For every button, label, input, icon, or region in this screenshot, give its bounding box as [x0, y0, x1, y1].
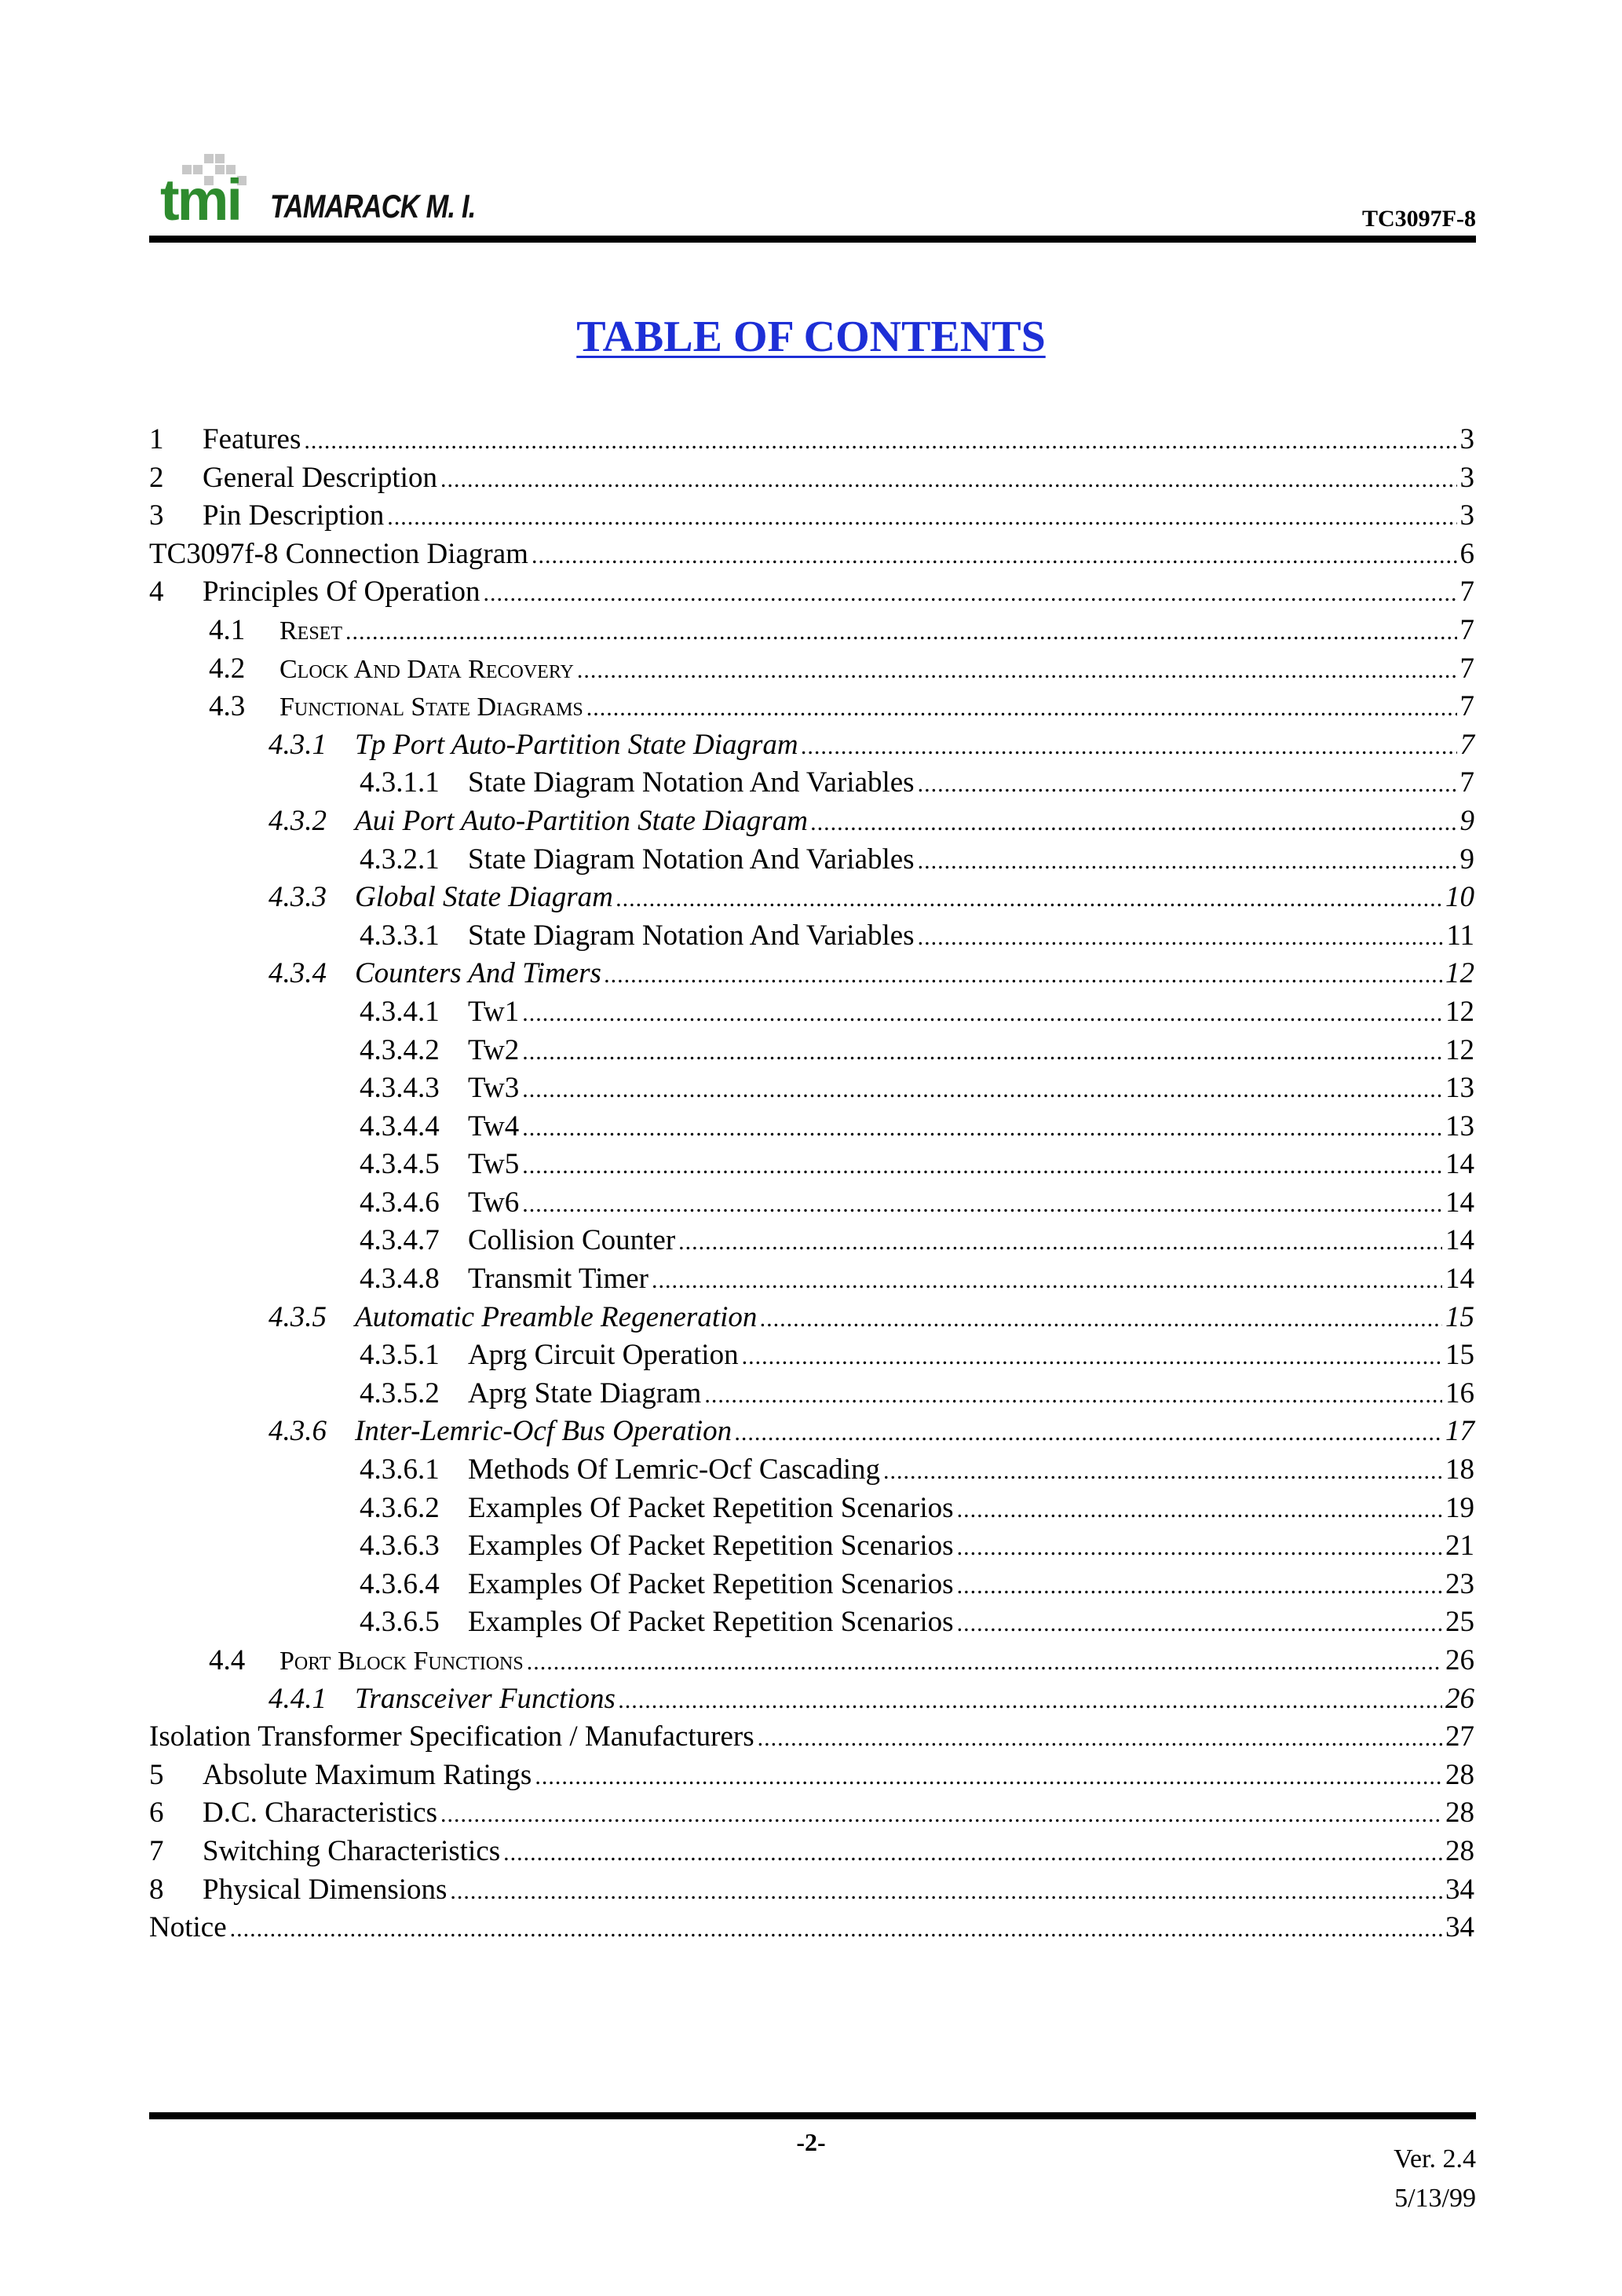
toc-entry[interactable] [149, 1718, 1474, 1757]
toc-dot-leader [957, 1491, 1442, 1530]
toc-entry-title: Reset [279, 616, 343, 645]
toc-entry-page: 11 [1446, 919, 1474, 952]
toc-entry-number: 4.3.4.7 [360, 1224, 440, 1257]
toc-entry[interactable] [149, 688, 1474, 726]
toc-entry-page: 21 [1445, 1530, 1474, 1563]
toc-entry[interactable] [149, 955, 1474, 993]
toc-entry-number: 4.3.6.4 [360, 1567, 440, 1600]
toc-entry-page: 3 [1459, 461, 1474, 494]
toc-entry-title: Global State Diagram [355, 881, 613, 914]
toc-entry[interactable] [149, 1680, 1474, 1719]
toc-dot-leader [811, 804, 1457, 843]
footer-rule [149, 2112, 1476, 2119]
toc-entry-page: 7 [1459, 652, 1474, 685]
toc-entry-number: 2 [149, 461, 164, 494]
toc-entry-number: 4.3.3 [269, 881, 327, 914]
toc-entry[interactable] [149, 803, 1474, 841]
toc-dot-leader [522, 1071, 1442, 1110]
toc-dot-leader [957, 1605, 1442, 1643]
toc-entry-title: TC3097f-8 Connection Diagram [149, 537, 528, 570]
toc-entry[interactable] [149, 1833, 1474, 1871]
toc-entry-number: 4.3.2.1 [360, 843, 440, 876]
toc-dot-leader [450, 1873, 1442, 1911]
toc-dot-leader [387, 499, 1456, 537]
toc-entry-page: 28 [1445, 1758, 1474, 1791]
toc-entry-number: 4.3.4.1 [360, 995, 440, 1028]
toc-entry-page: 14 [1445, 1148, 1474, 1181]
toc-entry-title: Tw6 [468, 1186, 520, 1219]
toc-entry-number: 4.4 [209, 1644, 246, 1676]
toc-dot-leader [532, 537, 1457, 576]
toc-entry[interactable] [149, 1108, 1474, 1146]
toc-entry-number: 4.3 [209, 690, 246, 723]
toc-dot-leader [230, 1910, 1442, 1949]
toc-entry[interactable] [149, 1299, 1474, 1337]
toc-entry[interactable] [149, 1032, 1474, 1070]
toc-entry-page: 12 [1445, 995, 1474, 1028]
toc-dot-leader [503, 1834, 1442, 1873]
toc-entry-number: 4.3.6 [269, 1415, 327, 1448]
toc-dot-leader [918, 766, 1457, 804]
toc-dot-leader [440, 461, 1457, 499]
toc-entry-page: 15 [1445, 1300, 1474, 1333]
toc-entry[interactable] [149, 841, 1474, 879]
toc-entry-number: 4.3.4.4 [360, 1110, 440, 1143]
toc-dot-leader [616, 880, 1442, 919]
toc-entry-number: 4.3.2 [269, 804, 327, 837]
toc-entry-page: 7 [1459, 766, 1474, 799]
toc-entry-title: Collision Counter [468, 1224, 676, 1257]
toc-entry-title: D.C. Characteristics [203, 1797, 437, 1830]
toc-entry-page: 14 [1445, 1186, 1474, 1219]
toc-entry-number: 4.3.4.6 [360, 1186, 440, 1219]
toc-entry-number: 4.3.4.5 [360, 1148, 440, 1181]
toc-entry-title: Pin Description [203, 499, 385, 532]
page-title: TABLE OF CONTENTS [576, 313, 1046, 361]
toc-dot-leader [522, 1033, 1442, 1072]
toc-entry-number: 4.3.6.2 [360, 1491, 440, 1524]
toc-dot-leader [535, 1758, 1442, 1797]
toc-entry[interactable] [149, 650, 1474, 689]
toc-dot-leader [619, 1682, 1442, 1720]
toc-entry-page: 26 [1445, 1644, 1474, 1676]
toc-entry-title: Functional State Diagrams [279, 693, 583, 722]
toc-entry-page: 23 [1445, 1567, 1474, 1600]
toc-entry-title: Examples Of Packet Repetition Scenarios [468, 1567, 954, 1600]
toc-entry-title: Isolation Transformer Specification / Manufacturers [149, 1720, 754, 1753]
toc-entry-page: 6 [1459, 537, 1474, 570]
toc-entry-page: 28 [1445, 1834, 1474, 1867]
toc-entry-title: Tw3 [468, 1072, 520, 1105]
toc-dot-leader [345, 613, 1456, 652]
toc-entry-number: 5 [149, 1758, 164, 1791]
toc-entry-page: 34 [1445, 1873, 1474, 1906]
toc-entry[interactable] [149, 879, 1474, 917]
toc-entry-title: Physical Dimensions [203, 1873, 448, 1906]
toc-dot-leader [304, 422, 1456, 461]
toc-entry-title: Aui Port Auto-Partition State Diagram [355, 804, 808, 837]
toc-dot-leader [678, 1223, 1442, 1262]
toc-dot-leader [483, 575, 1456, 613]
toc-entry-title: Principles Of Operation [203, 576, 480, 609]
toc-entry[interactable] [149, 497, 1474, 536]
toc-entry[interactable] [149, 1757, 1474, 1795]
toc-entry-page: 27 [1445, 1720, 1474, 1753]
toc-entry-page: 9 [1459, 843, 1474, 876]
toc-entry[interactable] [149, 917, 1474, 956]
toc-entry-title: Clock And Data Recovery [279, 654, 574, 684]
toc-entry-number: 4.3.4 [269, 957, 327, 990]
toc-entry-number: 1 [149, 423, 164, 455]
toc-entry-number: 4.3.3.1 [360, 919, 440, 952]
toc-entry-page: 3 [1459, 499, 1474, 532]
toc-entry-number: 7 [149, 1834, 164, 1867]
company-logo [160, 154, 490, 232]
toc-entry-number: 6 [149, 1797, 164, 1830]
toc-entry[interactable] [149, 1451, 1474, 1490]
toc-entry-number: 4.3.4.3 [360, 1072, 440, 1105]
toc-entry-number: 4.3.5.1 [360, 1339, 440, 1372]
toc-entry-title: Examples Of Packet Repetition Scenarios [468, 1530, 954, 1563]
toc-entry-number: 4.3.5.2 [360, 1377, 440, 1409]
toc-entry-title: State Diagram Notation And Variables [468, 843, 915, 876]
toc-dot-leader [758, 1720, 1442, 1758]
toc-entry-number: 4.1 [209, 613, 246, 646]
toc-entry-title: Automatic Preamble Regeneration [355, 1300, 758, 1333]
toc-entry-number: 4.4.1 [269, 1682, 327, 1715]
toc-entry-page: 28 [1445, 1797, 1474, 1830]
toc-entry-title: Examples Of Packet Repetition Scenarios [468, 1491, 954, 1524]
toc-entry-title: Aprg State Diagram [468, 1377, 702, 1409]
toc-entry[interactable] [149, 1069, 1474, 1108]
toc-entry-number: 4.3.1 [269, 728, 327, 761]
toc-entry-number: 4 [149, 576, 164, 609]
toc-entry[interactable] [149, 459, 1474, 498]
toc-entry[interactable] [149, 1336, 1474, 1375]
toc-entry-page: 15 [1445, 1339, 1474, 1372]
toc-dot-leader [918, 843, 1457, 881]
toc-entry[interactable] [149, 612, 1474, 650]
toc-dot-leader [704, 1377, 1442, 1415]
toc-entry-title: State Diagram Notation And Variables [468, 766, 915, 799]
toc-entry[interactable] [149, 1603, 1474, 1642]
toc-entry-title: Switching Characteristics [203, 1834, 501, 1867]
toc-entry-title: Tw5 [468, 1148, 520, 1181]
toc-entry-title: Tw2 [468, 1033, 520, 1066]
toc-dot-leader [586, 689, 1457, 728]
page-number: -2- [796, 2128, 826, 2156]
toc-entry-title: Notice [149, 1911, 227, 1944]
toc-dot-leader [760, 1300, 1442, 1339]
toc-entry-title: General Description [203, 461, 437, 494]
version-label: Ver. 2.4 [1394, 2144, 1476, 2174]
toc-entry[interactable] [149, 1222, 1474, 1260]
toc-entry[interactable] [149, 1184, 1474, 1223]
toc-entry-page: 26 [1445, 1682, 1474, 1715]
toc-entry-number: 8 [149, 1873, 164, 1906]
toc-entry-title: State Diagram Notation And Variables [468, 919, 915, 952]
toc-dot-leader [918, 919, 1444, 957]
toc-entry-page: 12 [1445, 957, 1474, 990]
toc-entry-page: 16 [1445, 1377, 1474, 1409]
toc-entry-title: Port Block Functions [279, 1647, 524, 1676]
toc-entry[interactable] [149, 1566, 1474, 1604]
toc-dot-leader [802, 728, 1457, 766]
toc-dot-leader [522, 1186, 1442, 1224]
company-name: TAMARACK M. I. [270, 188, 476, 225]
toc-entry[interactable] [149, 1871, 1474, 1910]
toc-entry-number: 4.3.6.1 [360, 1453, 440, 1486]
toc-entry-page: 3 [1459, 423, 1474, 455]
toc-entry[interactable] [149, 1375, 1474, 1413]
toc-entry[interactable] [149, 1527, 1474, 1566]
toc-entry-page: 13 [1445, 1072, 1474, 1105]
date-label: 5/13/99 [1394, 2184, 1476, 2213]
toc-dot-leader [652, 1262, 1442, 1300]
toc-entry-title: Tp Port Auto-Partition State Diagram [355, 728, 798, 761]
toc-entry-page: 7 [1459, 728, 1474, 761]
toc-entry[interactable] [149, 993, 1474, 1032]
toc-dot-leader [527, 1643, 1442, 1682]
toc-entry-title: Inter-Lemric-Ocf Bus Operation [355, 1415, 732, 1448]
toc-entry-page: 17 [1445, 1415, 1474, 1448]
toc-entry[interactable] [149, 764, 1474, 803]
toc-entry-page: 12 [1445, 1033, 1474, 1066]
toc-entry-title: Methods Of Lemric-Ocf Cascading [468, 1453, 881, 1486]
toc-entry-title: Transmit Timer [468, 1263, 648, 1296]
header-rule [149, 236, 1476, 243]
toc-dot-leader [957, 1529, 1442, 1567]
toc-dot-leader [522, 1147, 1442, 1186]
toc-entry-number: 4.3.4.8 [360, 1263, 440, 1296]
toc-entry-page: 18 [1445, 1453, 1474, 1486]
toc-entry[interactable] [149, 1490, 1474, 1528]
toc-dot-leader [605, 956, 1442, 995]
toc-entry-number: 4.2 [209, 652, 246, 685]
toc-dot-leader [522, 995, 1442, 1033]
toc-entry[interactable] [149, 1146, 1474, 1184]
toc-entry-number: 4.3.5 [269, 1300, 327, 1333]
toc-entry-page: 14 [1445, 1224, 1474, 1257]
toc-entry-page: 13 [1445, 1110, 1474, 1143]
toc-entry[interactable] [149, 726, 1474, 765]
toc-entry-page: 25 [1445, 1606, 1474, 1639]
toc-dot-leader [522, 1110, 1442, 1148]
toc-entry-page: 7 [1459, 690, 1474, 723]
toc-entry-page: 9 [1459, 804, 1474, 837]
toc-entry-title: Examples Of Packet Repetition Scenarios [468, 1606, 954, 1639]
toc-entry[interactable] [149, 1909, 1474, 1947]
toc-dot-leader [883, 1453, 1442, 1491]
toc-entry-page: 7 [1459, 576, 1474, 609]
toc-entry-number: 4.3.4.2 [360, 1033, 440, 1066]
toc-entry[interactable] [149, 536, 1474, 574]
toc-entry-number: 4.3.1.1 [360, 766, 440, 799]
toc-entry[interactable] [149, 1260, 1474, 1299]
toc-dot-leader [742, 1338, 1442, 1377]
toc-entry-number: 4.3.6.3 [360, 1530, 440, 1563]
toc-entry[interactable] [149, 421, 1474, 459]
toc-dot-leader [440, 1796, 1442, 1834]
toc-entry-title: Aprg Circuit Operation [468, 1339, 739, 1372]
logo-mark: tmi [160, 167, 240, 232]
toc-entry[interactable] [149, 1413, 1474, 1451]
toc-entry-title: Tw1 [468, 995, 520, 1028]
toc-entry-title: Absolute Maximum Ratings [203, 1758, 532, 1791]
toc-entry-number: 4.3.6.5 [360, 1606, 440, 1639]
toc-dot-leader [735, 1414, 1442, 1453]
toc-entry-number: 3 [149, 499, 164, 532]
toc-entry-title: Tw4 [468, 1110, 520, 1143]
toc-entry-page: 14 [1445, 1263, 1474, 1296]
toc-dot-leader [577, 652, 1457, 690]
toc-entry-page: 19 [1445, 1491, 1474, 1524]
toc-entry-title: Features [203, 423, 301, 455]
table-of-contents [149, 421, 1474, 1947]
toc-entry-page: 34 [1445, 1911, 1474, 1944]
document-id: TC3097F-8 [1362, 206, 1476, 232]
toc-entry-title: Transceiver Functions [355, 1682, 616, 1715]
toc-entry-page: 10 [1445, 881, 1474, 914]
toc-entry-title: Counters And Timers [355, 957, 601, 990]
toc-entry-page: 7 [1459, 613, 1474, 646]
toc-entry[interactable] [149, 1794, 1474, 1833]
toc-entry[interactable] [149, 573, 1474, 612]
toc-dot-leader [957, 1567, 1442, 1606]
toc-entry[interactable] [149, 1642, 1474, 1680]
